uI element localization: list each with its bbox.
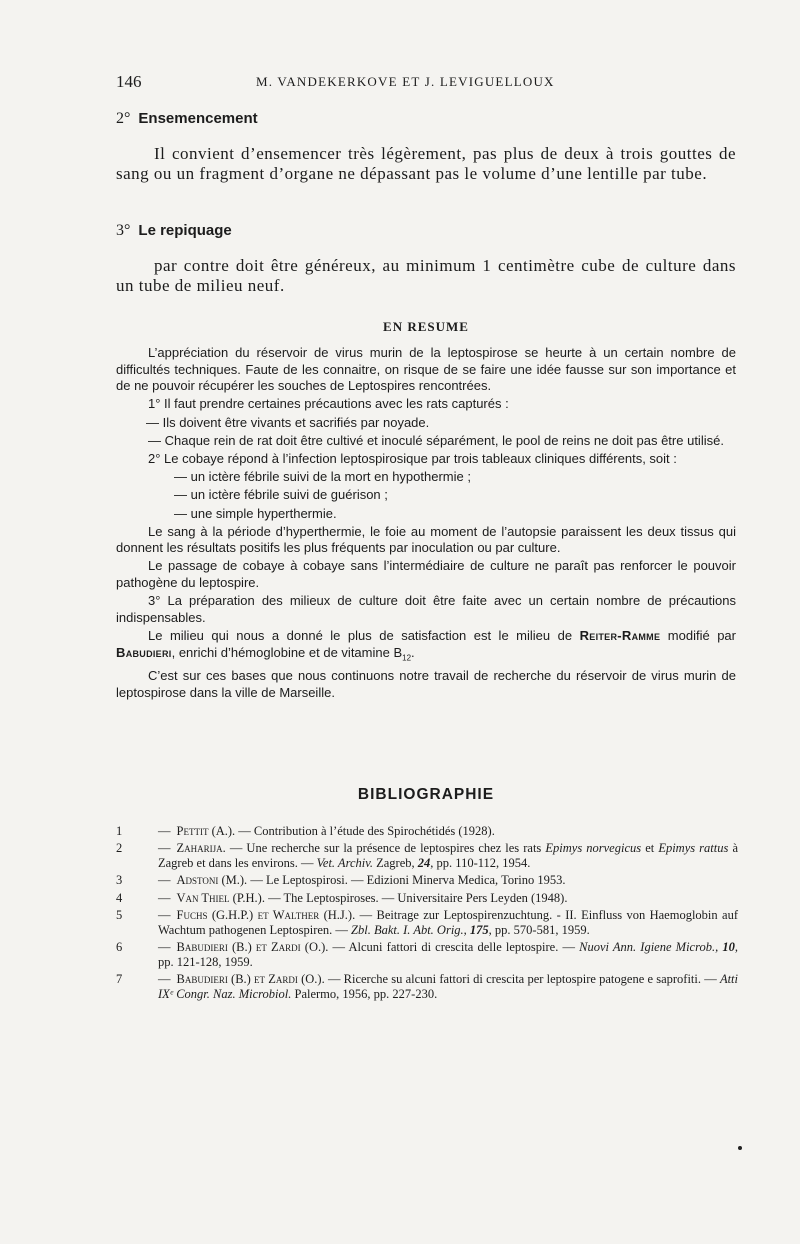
bibliography-entry: 7 — Babudieri (B.) et Zardi (O.). — Ricerche su alcuni fattori di crescita per leptospire patogene e saprofiti. — Atti IXᵉ Congr. Naz. Microbiol. Palermo, 1956, pp. 227-230. — [116, 972, 739, 1001]
bibliography-title: BIBLIOGRAPHIE — [357, 786, 495, 803]
section-number: 2° — [116, 110, 131, 127]
bibliography-entry: 2 — Zaharija. — Une recherche sur la présence de leptospires chez les rats Epimys norvegicus et Epimys rattus à Zagreb et dans les environs. — Vet. Archiv. Zagreb, 24, pp. 110-112, 1954. — [116, 841, 739, 870]
running-head: M. VANDEKERKOVE ET J. LEVIGUELLOUX — [256, 74, 555, 89]
section-heading-ensemencement — [116, 110, 258, 128]
summary-paragraph: Le passage de cobaye à cobaye sans l’intermédiaire de culture ne paraît pas renforcer le pouvoir pathogène du leptospire. — [116, 558, 736, 591]
summary-paragraph: C’est sur ces bases que nous continuons notre travail de recherche du réservoir de virus murin de leptospirose dans la ville de Marseille. — [116, 668, 736, 700]
summary-paragraph: Le sang à la période d’hyperthermie, le foie au moment de l’autopsie paraissent les deux tissus qui donnent les résultats positifs les plus fréquents par inoculation ou par culture. — [116, 523, 736, 556]
summary-paragraph: Le milieu qui nous a donné le plus de satisfaction est le milieu de Reiter-Ramme modifié par Babudieri, enrichi d’hémoglobine et de vitamine $B_{12}$. — [116, 628, 736, 663]
print-speck — [738, 1146, 742, 1150]
paragraph-ensemencement: Il convient d’ensemencer très légèrement, pas plus de deux à trois gouttes de sang ou un fragment d’organe ne dépassant pas le volume d’une lentille par tube. — [116, 144, 736, 183]
summary-list-item: — une simple hyperthermie. — [174, 505, 337, 521]
bibliography-entry: 6 — Babudieri (B.) et Zardi (O.). — Alcuni fattori di crescita delle leptospire. — Nuovi Ann. Igiene Microb., 10, pp. 121-128, 1959. — [116, 940, 739, 969]
summary-paragraph: 2° Le cobaye répond à l’infection leptospirosique par trois tableaux cliniques différents, soit : — [148, 450, 677, 466]
medium-name: Reiter-Ramme — [579, 628, 661, 644]
summary-list-item: — Ils doivent être vivants et sacrifiés par noyade. — [146, 414, 430, 430]
section-title: Le repiquage — [138, 222, 232, 239]
bibliography-entry: 3 — Adstoni (M.). — Le Leptospirosi. — Edizioni Minerva Medica, Torino 1953. — [116, 873, 566, 888]
summary-list-item: — un ictère fébrile suivi de la mort en hypothermie ; — [174, 469, 471, 485]
summary-list-item: — un ictère fébrile suivi de guérison ; — [174, 487, 388, 503]
page-header — [116, 72, 736, 94]
summary-paragraph: 3° La préparation des milieux de culture doit être faite avec un certain nombre de précautions indispensables. — [116, 593, 736, 625]
section-heading-repiquage — [116, 222, 232, 240]
bibliography-entry: 1 — Pettit (A.). — Contribution à l’étude des Spirochétidés (1928). — [116, 824, 495, 838]
summary-body — [116, 345, 736, 703]
bibliography-entry: 4 — Van Thiel (P.H.). — The Leptospiroses. — Universitaire Pers Leyden (1948). — [116, 890, 568, 905]
bibliography-entry: 5 — Fuchs (G.H.P.) et Walther (H.J.). — Beitrage zur Leptospirenzuchtung. - II. Einfluss von Haemoglobin auf Wachtum pathogenen Leptospiren. — Zbl. Bakt. I. Abt. Orig., 175, pp. 570-581, 1959. — [116, 908, 739, 937]
summary-paragraph: 1° Il faut prendre certaines précautions avec les rats capturés : — [148, 396, 509, 412]
paragraph-repiquage: par contre doit être généreux, au minimum 1 centimètre cube de culture dans un tube de milieu neuf. — [116, 256, 737, 295]
author-name: Babudieri — [116, 644, 172, 660]
bibliography-list — [116, 824, 738, 1004]
summary-paragraph: L’appréciation du réservoir de virus murin de la leptospirose se heurte à un certain nombre de difficultés techniques. Faute de les connaitre, on risque de se faire une idée fausse sur son importance et de ne pouvoir récupérer les souches de Leptospires rencontrées. — [116, 345, 736, 394]
section-title: Ensemencement — [138, 110, 258, 127]
summary-list-item: — Chaque rein de rat doit être cultivé et inoculé séparément, le pool de reins ne doit pas être utilisé. — [148, 432, 724, 448]
section-number: 3° — [116, 222, 131, 239]
page-number: 146 — [116, 72, 142, 91]
summary-title: EN RESUME — [383, 319, 469, 334]
